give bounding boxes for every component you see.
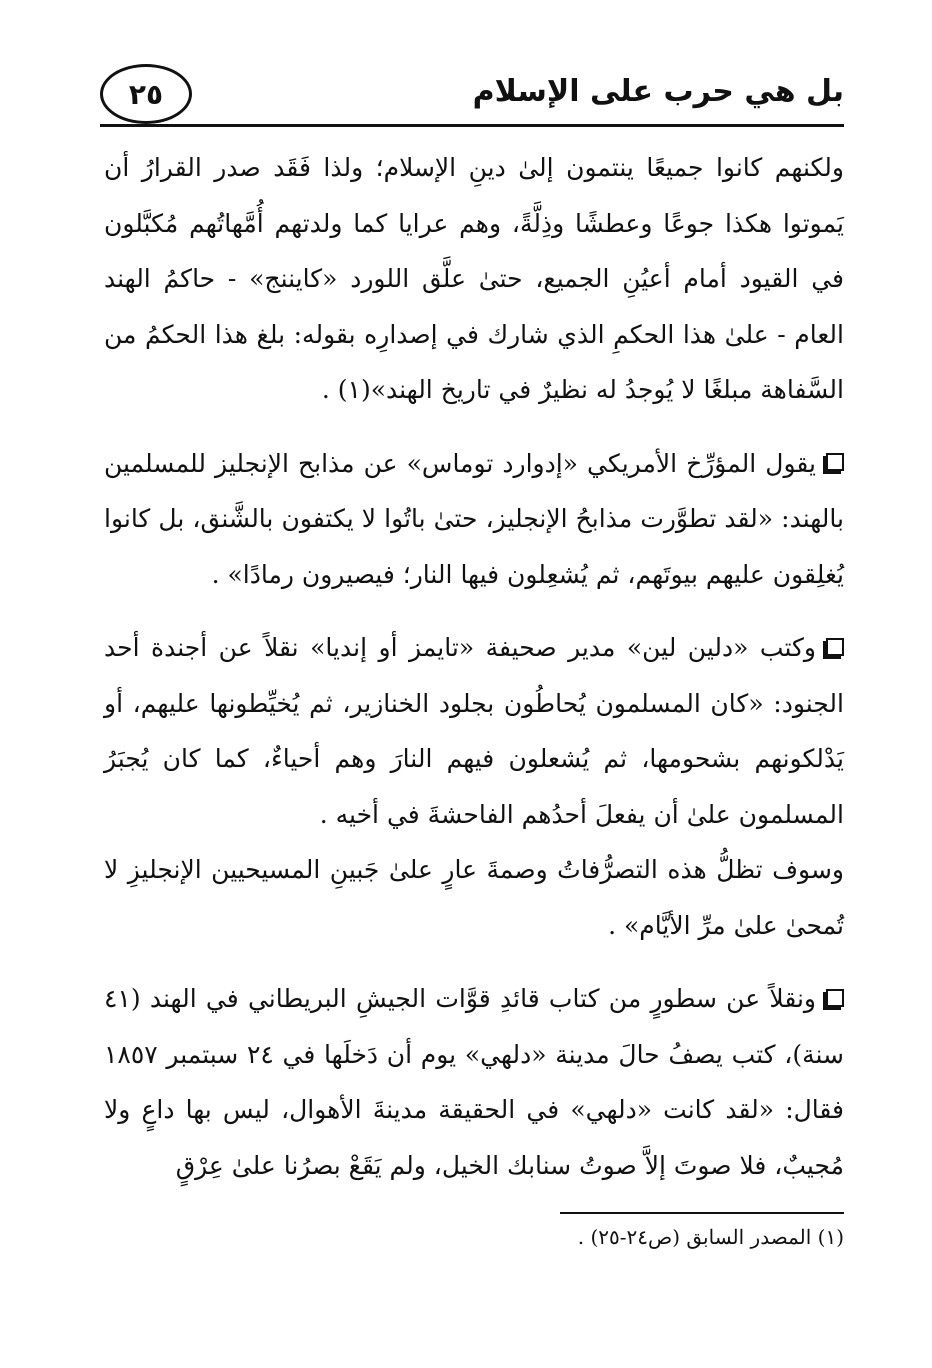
paragraph (104, 971, 844, 1193)
paragraph-text: يقول المؤرِّخ الأمريكي «إدوارد توماس» عن مذابح الإنجليز للمسلمين بالهند: «لقد تطوَّرت مذابحُ الإنجليز، حتىٰ باتُوا لا يكتفون بالشَّنق، بل كانوا يُغلِقون عليهم بيوتَهم، ثم يُشعِلون فيها النار؛ فيصيرون رمادًا» . (104, 448, 844, 589)
paragraph-text: وكتب «دلين لين» مدير صحيفة «تايمز أو إنديا» نقلاً عن أجندة أحد الجنود: «كان المسلمون يُحاطُون بجلود الخنازير، ثم يُخيِّطونها عليهم، أو يَدْلكونهم بشحومها، ثم يُشعلون فيهم النارَ وهم أحياءٌ، كما كان يُجبَرُ المسلمون علىٰ أن يفعلَ أحدُهم الفاحشةَ في أخيه . (104, 633, 844, 829)
square-bullet-icon (826, 638, 844, 656)
header-rule (100, 124, 844, 127)
paragraph (104, 620, 844, 842)
paragraph (104, 140, 844, 418)
page-header (100, 60, 844, 128)
body-text (104, 140, 844, 1193)
paragraph-text: ولكنهم كانوا جميعًا ينتمون إلىٰ دينِ الإسلام؛ ولذا فَقَد صدر القرارُ أن يَموتوا هكذا جوعًا وعطشًا وذِلَّةً، وهم عرايا كما ولدتهم أُمَّهاتُهم مُكبَّلون في القيود أمام أعيُنِ الجميع، حتىٰ علَّق اللورد «كايننج» - حاكمُ الهند العام - علىٰ هذا الحكمِ الذي شارك في إصدارِه بقوله: بلغ هذا الحكمُ من السَّفاهة مبلغًا لا يُوجدُ له نظيرٌ في تاريخ الهند»(١) . (104, 153, 844, 404)
paragraph-text: ونقلاً عن سطورٍ من كتاب قائدِ قوَّات الجيشِ البريطاني في الهند (٤١ سنة)، كتب يصفُ حالَ مدينة «دلهي» يوم أن دَخلَها في ٢٤ سبتمبر ١٨٥٧ فقال: «لقد كانت «دلهي» في الحقيقة مدينةَ الأهوال، ليس بها داعٍ ولا مُجيبٌ، فلا صوتَ إلاَّ صوتُ سنابك الخيل، ولم يَقَعْ بصرُنا علىٰ عِرْقٍ (104, 984, 844, 1180)
footnote-rule (560, 1212, 844, 1214)
footnote: (١) المصدر السابق (ص٢٤-٢٥) . (577, 1225, 844, 1249)
square-bullet-icon (826, 989, 844, 1007)
paragraph-text: وسوف تظلُّ هذه التصرُّفاتُ وصمةَ عارٍ علىٰ جَبينِ المسيحيين الإنجليزِ لا تُمحىٰ علىٰ مرِّ الأيَّام» . (104, 855, 844, 940)
running-title: بل هي حرب على الإسلام (472, 74, 844, 109)
page-number: ٢٥ (100, 64, 192, 124)
square-bullet-icon (826, 453, 844, 471)
paragraph (104, 436, 844, 603)
paragraph (104, 842, 844, 953)
